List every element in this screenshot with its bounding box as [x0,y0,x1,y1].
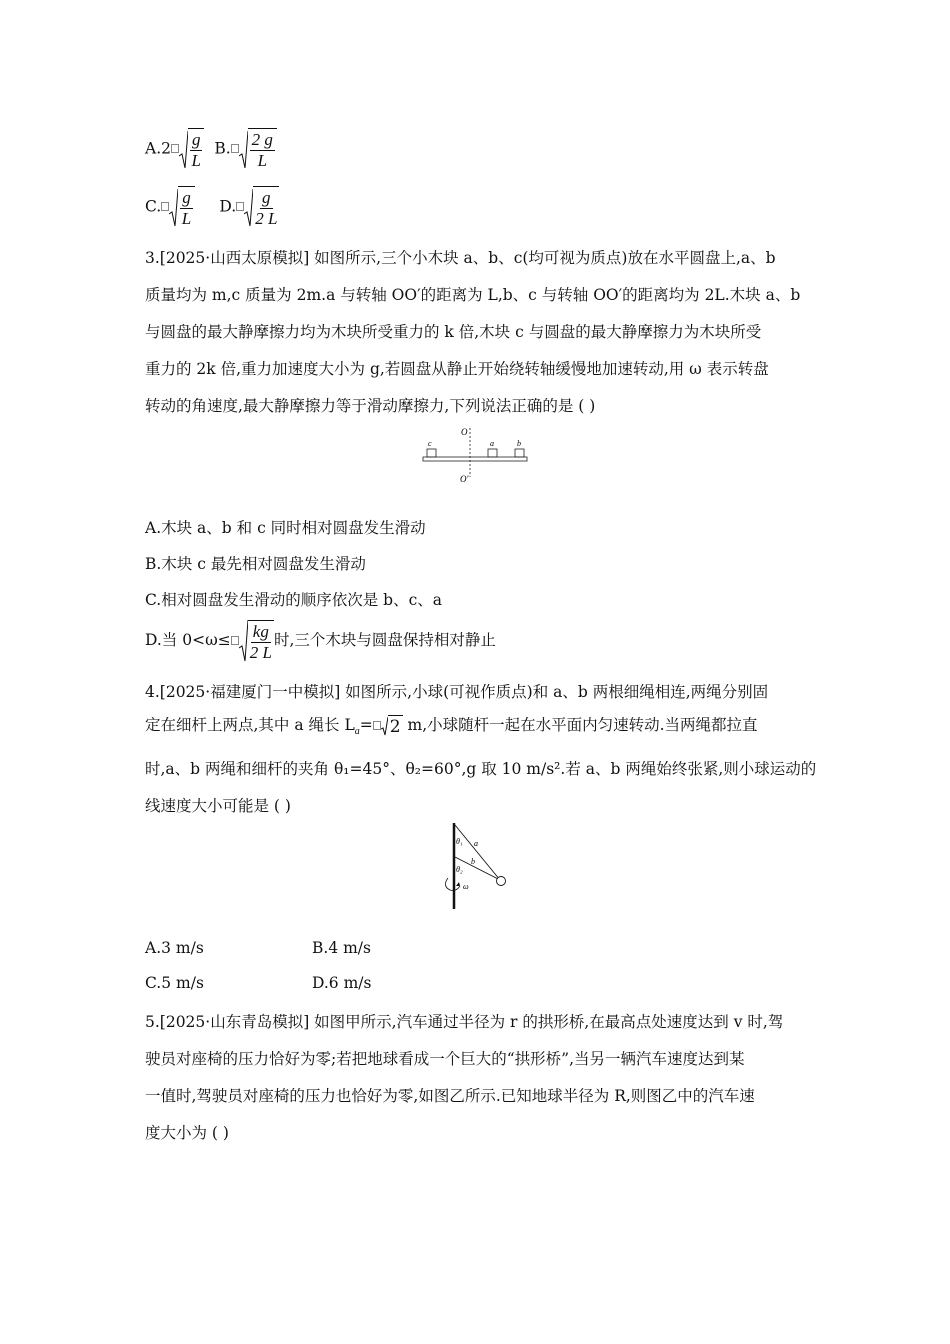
block-c [427,449,436,457]
q3-disc-figure [420,422,530,488]
block-a [488,449,497,457]
fraction-numerator: 2 g [251,130,273,149]
sqrt-expression-a [171,128,205,171]
q4-line-2-prefix: 定在细杆上两点,其中 a 绳长 L [145,716,355,734]
q4-option-a: A.3 m/s [145,939,204,957]
sqrt-expression-d [236,186,279,229]
q4-option-c: C.5 m/s [145,974,204,992]
q2-option-b-label: B. [214,139,231,158]
sqrt-expression-b [231,128,277,171]
q2-option-row-ab [145,128,277,171]
fraction-denominator: L [181,209,192,228]
q3-text-line-3: 与圆盘的最大静摩擦力均为木块所受重力的 k 倍,木块 c 与圆盘的最大静摩擦力为木块所受 [145,323,762,341]
q4-text-line-1: 4.[2025·福建厦门一中模拟] 如图所示,小球(可视作质点)和 a、b 两根细绳相连,两绳分别固 [145,683,769,701]
q5-text-line-1: 5.[2025·山东青岛模拟] 如图甲所示,汽车通过半径为 r 的拱形桥,在最高点处速度达到 v 时,驾 [145,1013,784,1031]
ball [497,877,506,886]
fig-label-theta1: θ₁ [456,837,463,846]
q3-option-d-suffix: 时,三个木块与圆盘保持相对静止 [273,631,496,649]
fraction-denominator: 2 L [249,642,272,662]
q2-option-d-label: D. [219,197,237,216]
fig-label-o-bottom: O′ [460,474,469,484]
q3-option-d-prefix: D.当 0<ω≤ [145,631,231,649]
sqrt-expression [373,715,403,737]
q2-option-a-label: A.2 [145,139,171,158]
q3-option-b: B.木块 c 最先相对圆盘发生滑动 [145,555,366,573]
q2-option-row-cd [145,186,279,229]
q4-rod-figure [440,820,515,912]
q4-line-2-suffix: m,小球随杆一起在水平面内匀速转动.当两绳都拉直 [402,716,758,734]
q3-option-c: C.相对圆盘发生滑动的顺序依次是 b、c、a [145,591,443,609]
fraction-numerator: g [262,188,271,207]
fig-label-omega: ω [463,882,469,891]
q4-text-line-2 [145,713,758,737]
fig-label-b: b [471,857,475,866]
q3-text-line-1: 3.[2025·山西太原模拟] 如图所示,三个小木块 a、b、c(均可视为质点)放在水平圆盘上,a、b [145,249,776,267]
q5-text-line-3: 一值时,驾驶员对座椅的压力也恰好为零,如图乙所示.已知地球半径为 R,则图乙中的汽车速 [145,1087,755,1105]
sqrt-expression [231,619,274,663]
q3-option-d [145,619,496,663]
fraction-numerator: kg [252,621,269,641]
fraction-denominator: 2 L [255,209,278,228]
q4-equals-sign: = [359,716,373,734]
q4-option-b: B.4 m/s [312,939,371,957]
q3-option-a: A.木块 a、b 和 c 同时相对圆盘发生滑动 [145,519,426,537]
sqrt-radicand: 2 [389,717,401,737]
q4-text-line-3: 时,a、b 两绳和细杆的夹角 θ₁=45°、θ₂=60°,g 取 10 m/s².若 a、b 两绳始终张紧,则小球运动的 [145,760,817,778]
fig-label-c: c [428,439,432,448]
q5-text-line-4: 度大小为 ( ) [145,1124,229,1142]
block-b [515,449,524,457]
sqrt-expression-c [161,186,195,229]
q4-text-line-4: 线速度大小可能是 ( ) [145,797,291,815]
fraction-numerator: g [182,188,191,207]
q2-option-c-label: C. [145,197,162,216]
fig-label-theta2: θ₂ [456,865,463,874]
q5-text-line-2: 驶员对座椅的压力恰好为零;若把地球看成一个巨大的“拱形桥”,当另一辆汽车速度达到某 [145,1050,745,1068]
disc [423,457,527,461]
fig-label-a: a [490,439,494,448]
fig-label-b: b [517,439,521,448]
fig-label-o-top: O [461,427,468,437]
fraction-numerator: g [191,130,201,149]
fraction-denominator: L [257,151,268,170]
fraction-denominator: L [191,151,201,170]
q3-text-line-2: 质量均为 m,c 质量为 2m.a 与转轴 OO′的距离为 L,b、c 与转轴 OO′的距离均为 2L.木块 a、b [145,286,801,304]
q3-text-line-5: 转动的角速度,最大静摩擦力等于滑动摩擦力,下列说法正确的是 ( ) [145,397,596,415]
q3-text-line-4: 重力的 2k 倍,重力加速度大小为 g,若圆盘从静止开始绕转轴缓慢地加速转动,用 ω 表示转盘 [145,360,769,378]
fig-label-a: a [474,839,478,848]
q4-option-d: D.6 m/s [312,974,372,992]
subscript-a: a [354,726,360,738]
